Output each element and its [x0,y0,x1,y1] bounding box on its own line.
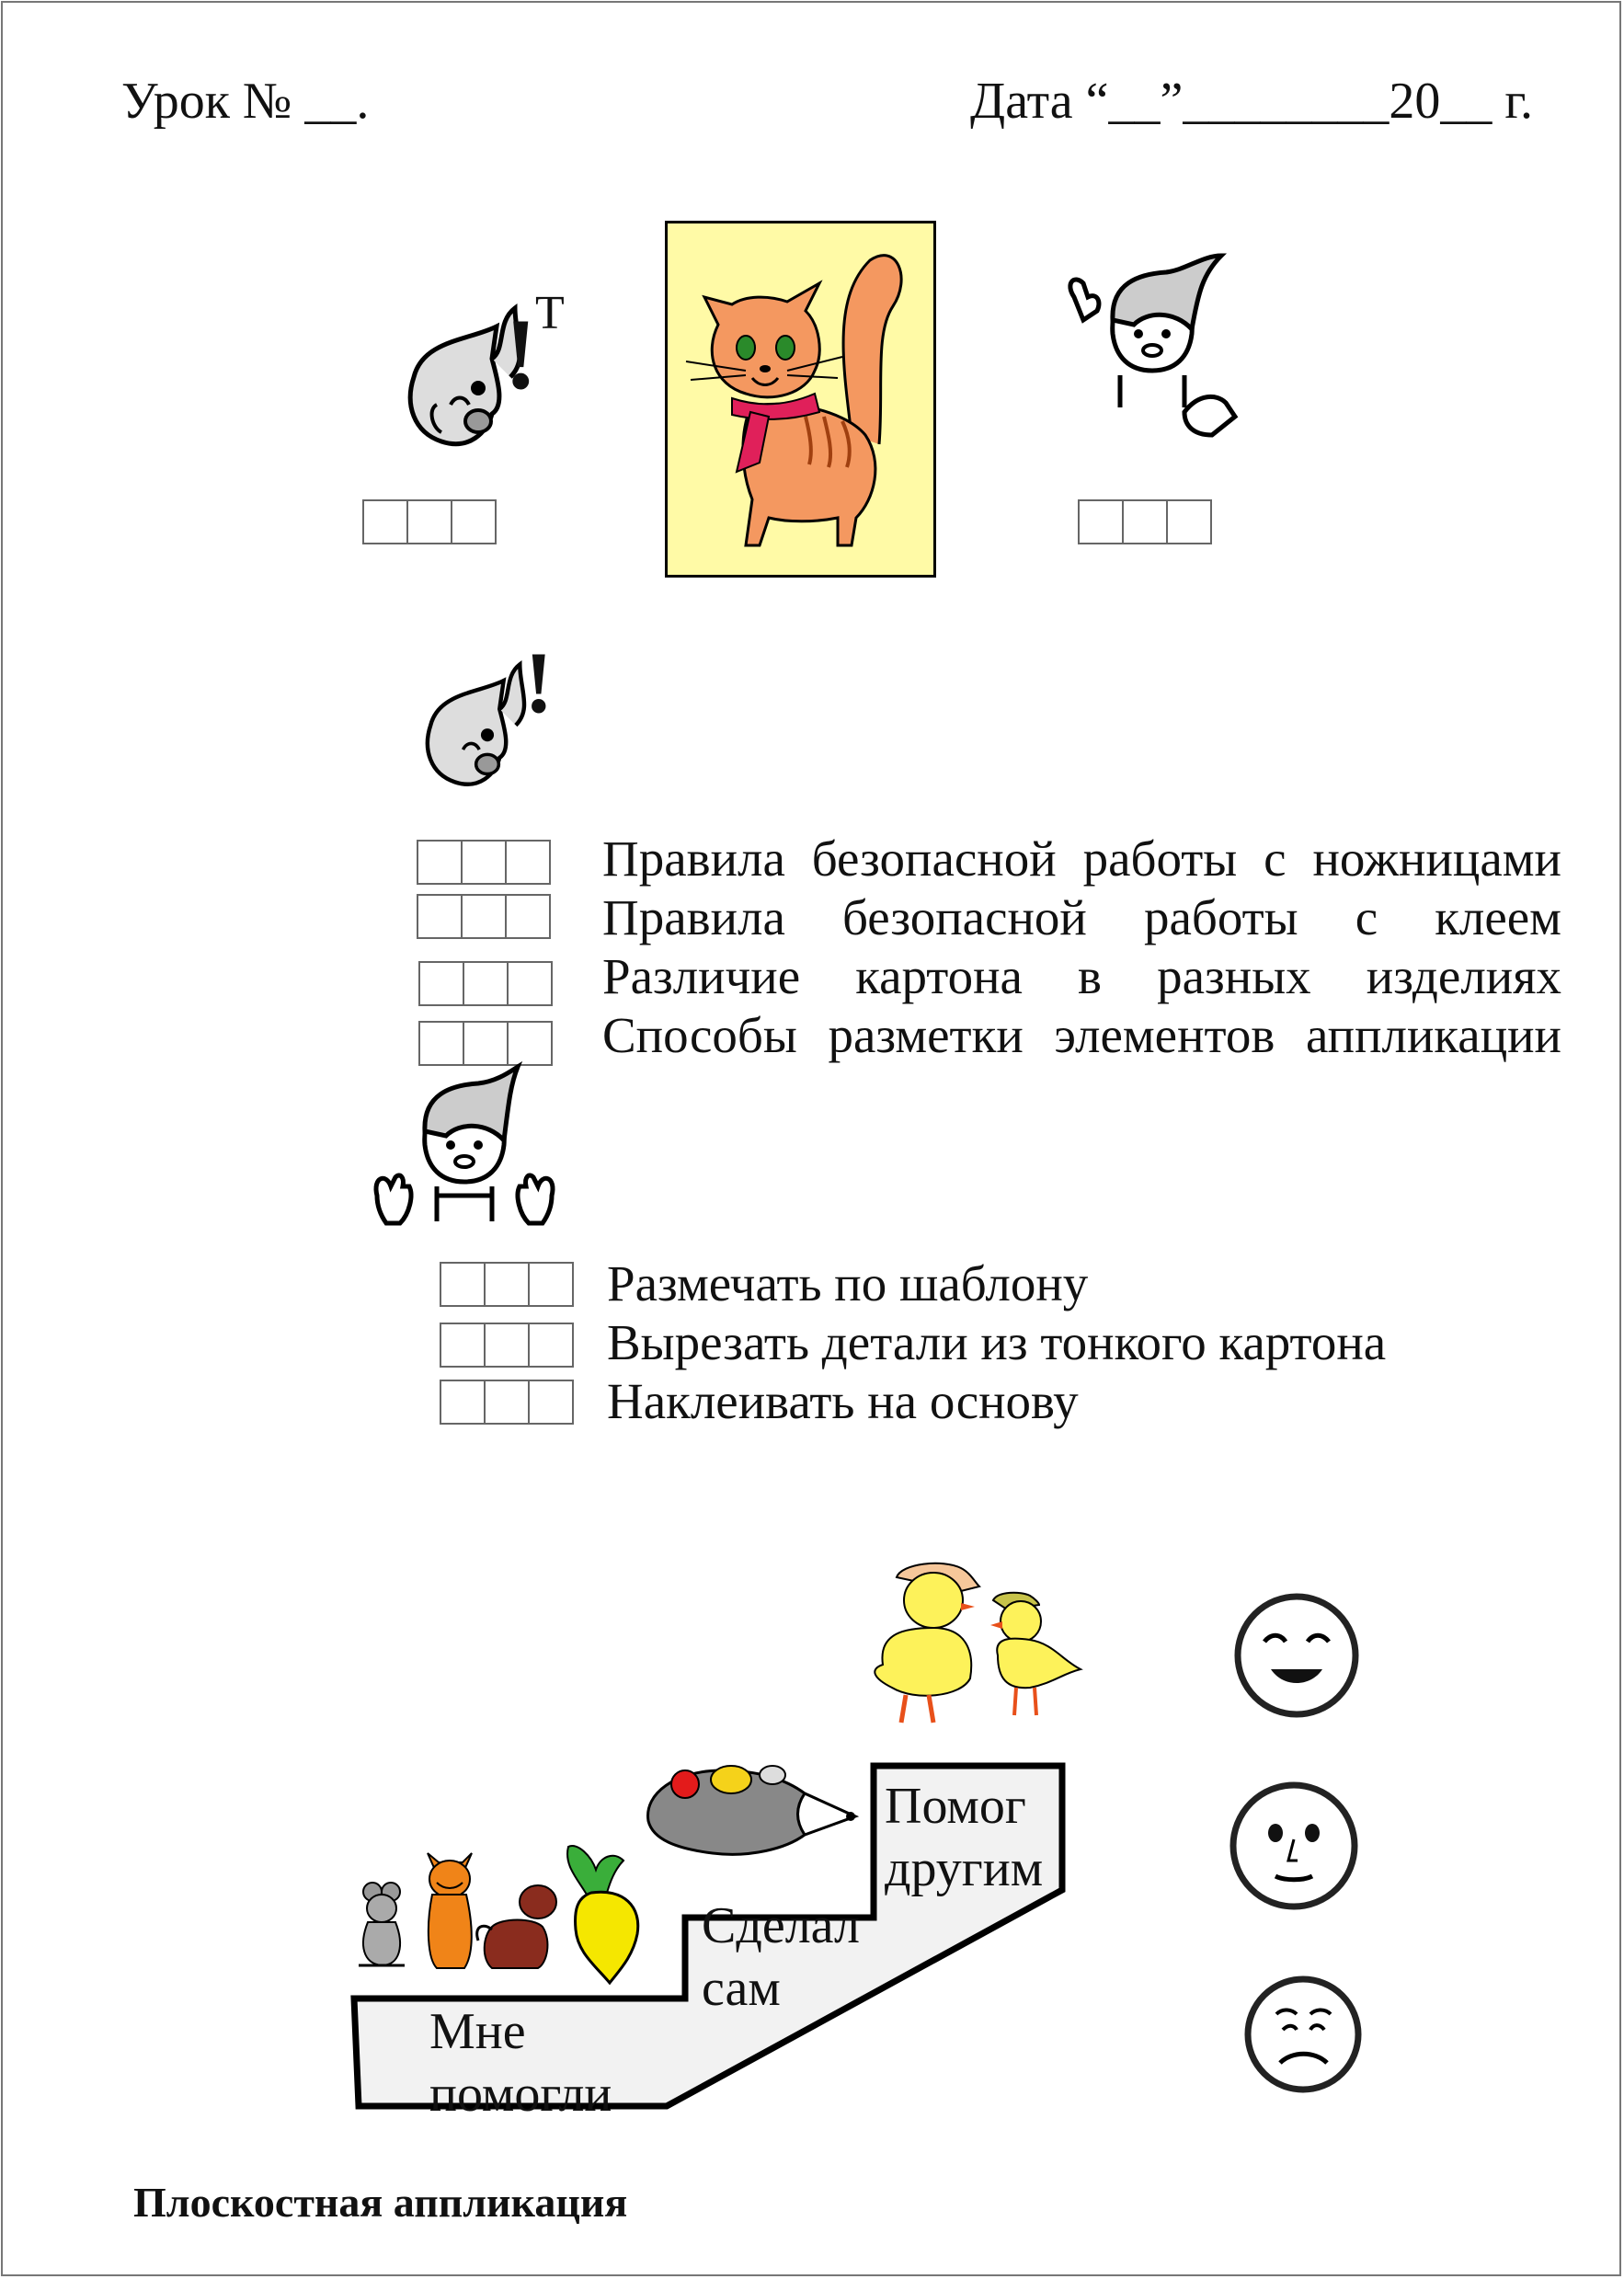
knowledge-boxes-2[interactable] [417,894,551,939]
theory-mark-icon: T [535,287,565,339]
knowledge-item: Различие картона в разных изделиях [602,948,1561,1004]
step-self-label: Сделал сам [702,1897,860,2017]
knowledge-boxes-3[interactable] [418,961,553,1006]
page-footer-title: Плоскостная аппликация [133,2179,628,2226]
knowledge-exclamation-icon: ! [524,634,554,731]
lesson-number: Урок № __. [121,73,370,130]
skills-character-icon [1065,256,1240,449]
skill-item: Вырезать детали из тонкого картона [607,1314,1387,1370]
skill-boxes-1[interactable] [440,1262,574,1307]
step-helped-others-label: Помог другим [885,1778,1044,1897]
skill-boxes-3[interactable] [440,1380,574,1425]
skill-item: Наклеивать на основу [607,1373,1079,1429]
learn-exclamation-icon: ! [504,298,538,410]
lesson-date: Дата “__”________20__ г. [970,73,1533,130]
knowledge-item: Правила безопасной работы с клеем [602,889,1561,945]
sad-face-icon [1241,1973,1366,2097]
cat-picture [665,221,936,578]
self-assessment-boxes[interactable] [1078,499,1212,544]
hedgehog-icon [639,1757,860,1862]
knowledge-item: Способы разметки элементов аппликации [602,1007,1561,1063]
chicks-icon [860,1559,1085,1729]
knowledge-boxes-1[interactable] [417,840,551,885]
neutral-face-icon [1228,1780,1361,1913]
skill-item: Размечать по шаблону [607,1255,1089,1311]
self-assessment-boxes[interactable] [362,499,497,544]
knowledge-item: Правила безопасной работы с ножницами [602,830,1561,887]
cat-icon [668,223,934,577]
mouse-icon [354,1881,418,1973]
skill-boxes-2[interactable] [440,1323,574,1368]
practice-character-icon [372,1067,556,1251]
happy-face-icon [1232,1591,1361,1720]
knowledge-boxes-4[interactable] [418,1021,553,1066]
step-helped-label: Мне помогли [429,2003,612,2123]
